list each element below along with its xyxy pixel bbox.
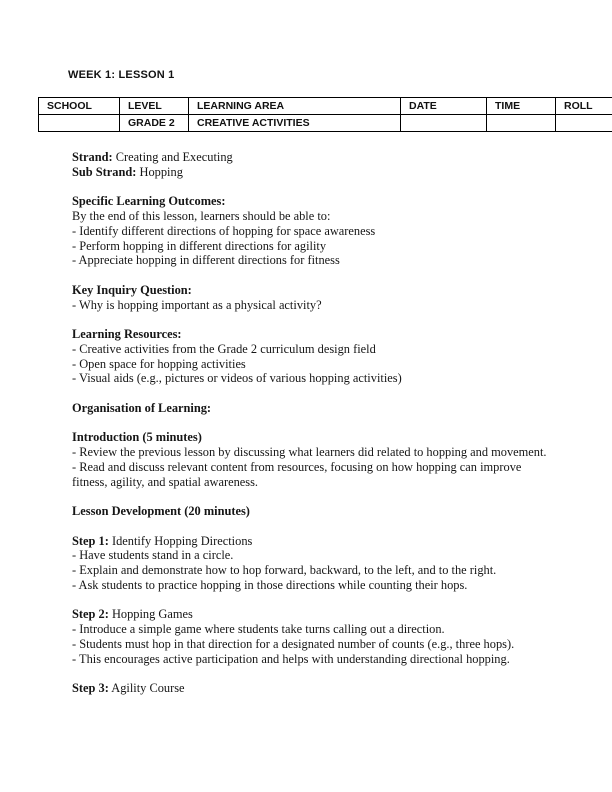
text-line: - This encourages active participation and helps with understanding directional hopping. [72,651,510,666]
sub-strand-line [72,165,577,180]
introduction-heading: Introduction (5 minutes) [72,430,202,445]
text-line: - Visual aids (e.g., pictures or videos of various hopping activities) [72,371,402,386]
page-title: WEEK 1: LESSON 1 [68,69,175,81]
strand-line [72,150,577,165]
text-line: fitness, agility, and spatial awareness. [72,474,259,489]
header-cell-roll: ROLL [556,98,612,115]
strand-label: Strand: [72,150,113,164]
step2-title: Hopping Games [111,607,193,622]
value-cell-roll [556,115,612,132]
step3-label: Step 3: [72,681,109,695]
header-cell-date: DATE [401,98,487,115]
sub-strand-value: Hopping [139,164,183,179]
text-line: - Review the previous lesson by discussing what learners did related to hopping and movement. [72,445,547,459]
text-line: - Read and discuss relevant content from resources, focusing on how hopping can improve [72,459,522,474]
table-value-row [39,115,612,132]
value-cell-date [401,115,487,132]
text-line: - Perform hopping in different directions for agility [72,238,327,253]
lesson-development-block [72,504,577,519]
text-line: - Identify different directions of hopping for space awareness [72,223,376,238]
header-cell-level: LEVEL [120,98,189,115]
header-cell-time: TIME [487,98,556,115]
strand-block [72,150,577,180]
value-cell-learning-area: CREATIVE ACTIVITIES [189,115,401,132]
value-cell-school [39,115,120,132]
organisation-heading: Organisation of Learning: [72,400,212,415]
step1-block [72,534,577,593]
lesson-body [72,150,577,696]
organisation-block [72,401,577,416]
value-cell-time [487,115,556,132]
step3-title: Agility Course [111,681,185,695]
text-line: - Explain and demonstrate how to hop forward, backward, to the left, and to the right. [72,563,497,577]
text-line: By the end of this lesson, learners should be able to: [72,209,331,223]
step3-block [72,681,577,696]
sub-strand-label: Sub Strand: [72,164,137,179]
strand-value: Creating and Executing [115,150,233,164]
table-header-row [39,98,612,115]
step2-block [72,607,577,666]
step2-title-line [72,607,577,622]
step1-label: Step 1: [72,533,109,548]
outcomes-heading: Specific Learning Outcomes: [72,194,226,209]
outcomes-block [72,194,577,268]
introduction-block [72,430,577,489]
resources-block [72,327,577,386]
resources-heading: Learning Resources: [72,327,182,341]
key-inquiry-block [72,283,577,313]
text-line: - Introduce a simple game where students take turns calling out a direction. [72,622,445,636]
header-cell-learning-area: LEARNING AREA [189,98,401,115]
text-line: - Open space for hopping activities [72,356,246,371]
value-cell-level: GRADE 2 [120,115,189,132]
text-line: - Ask students to practice hopping in those directions while counting their hops. [72,577,468,592]
step1-title: Identify Hopping Directions [111,533,253,548]
step2-label: Step 2: [72,607,109,622]
key-inquiry-heading: Key Inquiry Question: [72,282,192,297]
lesson-development-heading: Lesson Development (20 minutes) [72,504,250,518]
lesson-header-table [38,97,612,132]
step1-title-line [72,534,577,549]
text-line: - Students must hop in that direction for a designated number of counts (e.g., three hops). [72,636,515,651]
text-line: - Creative activities from the Grade 2 curriculum design field [72,341,376,356]
text-line: - Have students stand in a circle. [72,548,234,563]
text-line: - Why is hopping important as a physical activity? [72,297,322,312]
text-line: - Appreciate hopping in different directions for fitness [72,253,340,268]
header-cell-school: SCHOOL [39,98,120,115]
step3-title-line [72,681,577,696]
